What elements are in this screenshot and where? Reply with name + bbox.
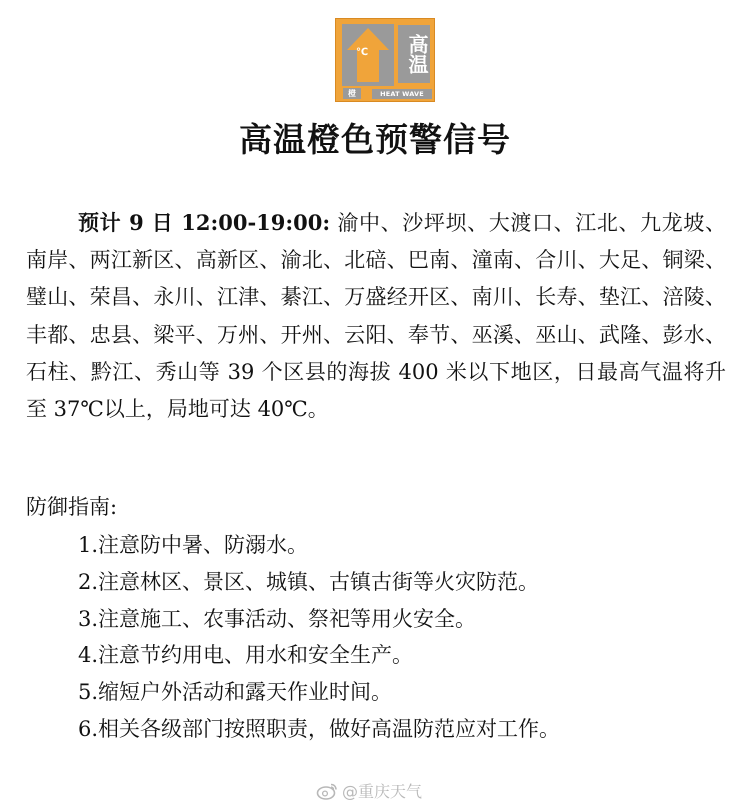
guide-heading: 防御指南: xyxy=(26,495,118,519)
watermark-text: @重庆天气 xyxy=(342,782,423,801)
guide-item: 3.注意施工、农事活动、祭祀等用火安全。 xyxy=(78,606,477,631)
forecast-paragraph xyxy=(26,204,726,428)
forecast-time: 预计 9 日 12:00-19:00: xyxy=(78,210,331,235)
logo-vertical-text: 高温 xyxy=(398,25,430,83)
heat-wave-warning-logo xyxy=(335,18,435,102)
guide-list xyxy=(78,527,738,748)
forecast-text: 渝中、沙坪坝、大渡口、江北、九龙坡、南岸、两江新区、高新区、渝北、北碚、巴南、潼南、合川、大足、铜梁、璧山、荣昌、永川、江津、綦江、万盛经开区、南川、长寿、垫江、涪陵、丰都、忠县、梁平、万州、开州、云阳、奉节、巫溪、巫山、武隆、彭水、石柱、黔江、秀山等 39 个区县的海拔 400 米以下地区，日最高气温将升至 37℃以上，局地可达 40℃。 xyxy=(26,211,726,422)
guide-item: 6.相关各级部门按照职责，做好高温防范应对工作。 xyxy=(78,716,561,741)
warning-level-label: 橙 xyxy=(343,88,361,99)
guide-item: 5.缩短户外活动和露天作业时间。 xyxy=(78,680,393,705)
watermark xyxy=(316,779,422,802)
guide-item: 1.注意防中暑、防溺水。 xyxy=(78,533,309,557)
page-title: 高温橙色预警信号 xyxy=(239,120,511,159)
celsius-symbol: ℃ xyxy=(355,47,369,58)
weibo-icon xyxy=(316,782,342,800)
guide-item: 4.注意节约用电、用水和安全生产。 xyxy=(78,643,414,668)
guide-item: 2.注意林区、景区、城镇、古镇古街等火灾防范。 xyxy=(78,569,540,594)
logo-english-text: HEAT WAVE xyxy=(372,89,432,99)
